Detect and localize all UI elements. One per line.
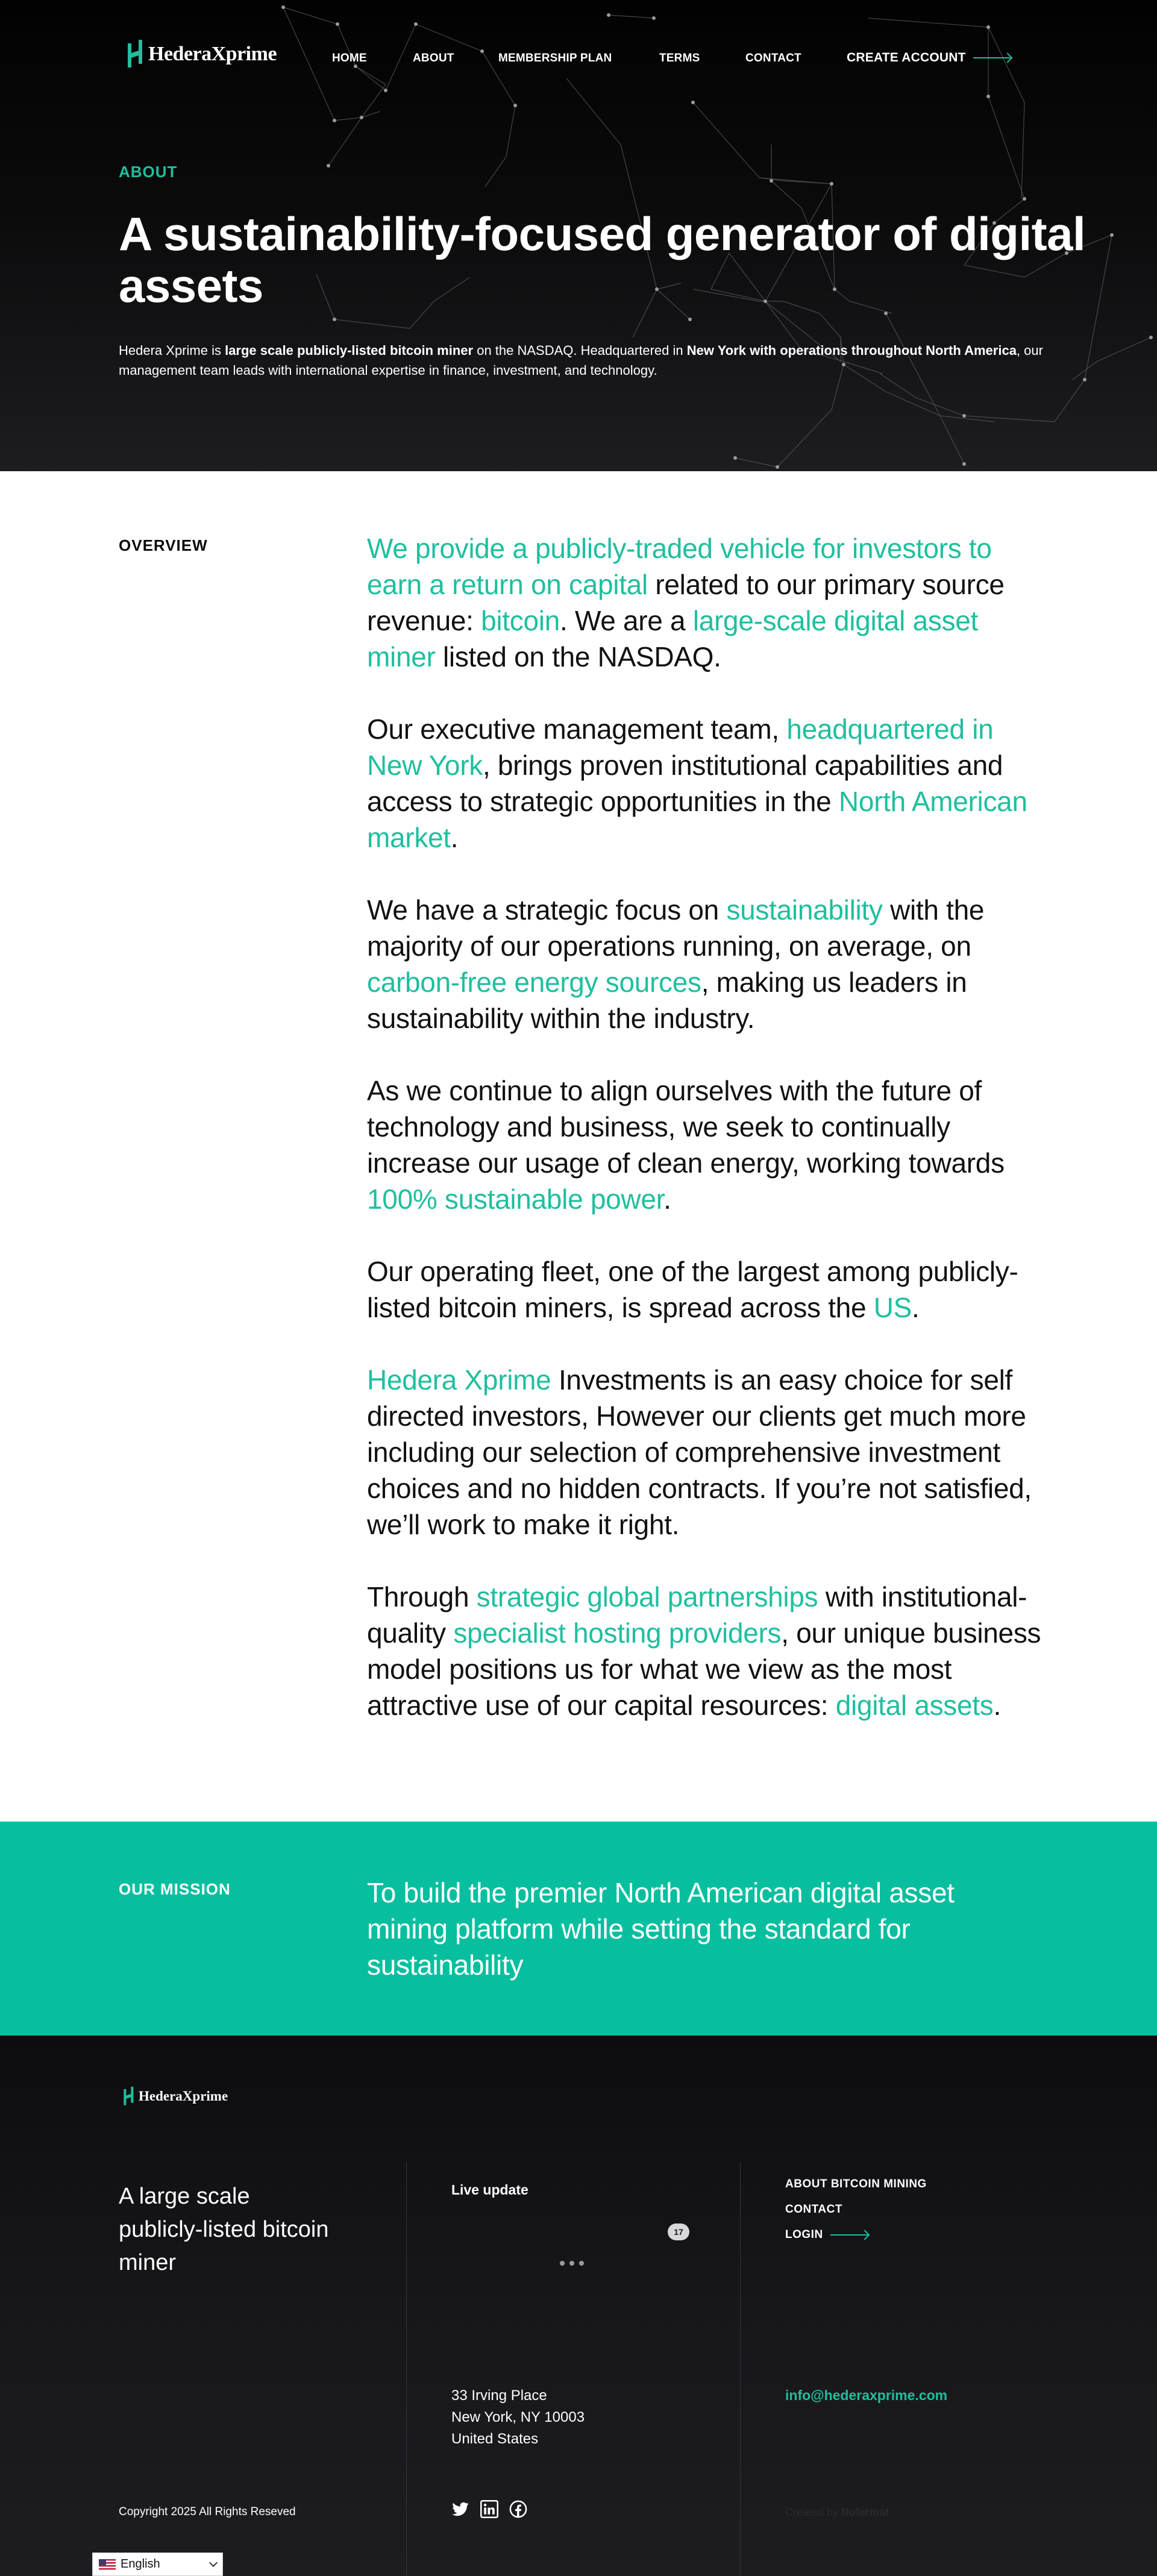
hero-lead: Hedera Xprime is large scale publicly-listed bitcoin miner on the NASDAQ. Headquartered in New York with operations throughout North America, our management team leads with international expertise in finance, investment, and technology. [119, 343, 1043, 378]
facebook-icon[interactable] [509, 2500, 527, 2518]
address-line: United States [451, 2431, 539, 2447]
nav-link-contact[interactable]: CONTACT [745, 52, 801, 64]
nav-link-about[interactable]: ABOUT [413, 52, 454, 64]
divider [406, 2162, 407, 2576]
overview-paragraph: Our executive management team, headquartered in New York, brings proven institutional capabilities and access to strategic opportunities in the North American market. [367, 713, 1027, 853]
arrow-right-icon [973, 57, 1011, 58]
footer-link-contact[interactable]: CONTACT [785, 2203, 842, 2216]
login-label: LOGIN [785, 2228, 823, 2241]
logo-mark-icon [127, 37, 145, 71]
page-title: A sustainability-focused generator of digital assets [119, 207, 1086, 312]
language-selected: English [121, 2557, 160, 2571]
hero-section [0, 0, 1157, 471]
arrow-right-icon [830, 2234, 868, 2236]
brand-name: HederaXprime [148, 43, 277, 65]
overview-body [367, 530, 1042, 1760]
footer-links [785, 2178, 927, 2254]
overview-paragraph: Through strategic global partnerships with institutional-quality specialist hosting providers, our unique business model positions us for what we view as the most attractive use of our capital resources: digital assets. [367, 1581, 1041, 1721]
live-update-title: Live update [451, 2182, 528, 2198]
overview-paragraph: We have a strategic focus on sustainability with the majority of our operations running, on average, on carbon-free energy sources, making us leaders in sustainability within the industry. [367, 894, 985, 1034]
nav-link-membership-plan[interactable]: MEMBERSHIP PLAN [498, 52, 612, 64]
brand-logo[interactable] [127, 37, 277, 71]
footer-tagline: A large scale publicly-listed bitcoin miner [119, 2184, 329, 2275]
address-line: 33 Irving Place [451, 2387, 547, 2404]
mission-section [0, 1822, 1157, 2035]
linkedin-icon[interactable] [480, 2500, 498, 2518]
nav-link-home[interactable]: HOME [332, 52, 367, 64]
copyright-text: Copyright 2025 All Rights Reseved [119, 2505, 296, 2518]
overview-label: OVERVIEW [119, 536, 208, 554]
contact-email-link[interactable]: info@hederaxprime.com [785, 2387, 948, 2403]
logo-mark-icon [123, 2085, 135, 2108]
page-eyebrow: ABOUT [119, 163, 178, 181]
overview-paragraph: We provide a publicly-traded vehicle for investors to earn a return on capital related to our primary source revenue: bitcoin. We are a large-scale digital asset miner listed on the NASDAQ. [367, 533, 1005, 672]
credit-text: Created by Nofermat [785, 2506, 889, 2518]
footer-address [451, 2385, 585, 2450]
loading-dots-icon [560, 2261, 584, 2266]
nav-link-terms[interactable]: TERMS [659, 52, 700, 64]
us-flag-icon [99, 2559, 116, 2570]
credit-author[interactable]: Nofermat [841, 2506, 889, 2518]
site-footer [0, 2035, 1157, 2576]
overview-paragraph: As we continue to align ourselves with the future of technology and business, we seek to continually increase our usage of clean energy, working towards 100% sustainable power. [367, 1075, 1005, 1215]
create-account-link[interactable] [847, 51, 1011, 65]
footer-link-about-bitcoin-mining[interactable]: ABOUT BITCOIN MINING [785, 2178, 927, 2190]
login-link[interactable] [785, 2228, 927, 2242]
language-selector[interactable] [92, 2552, 223, 2576]
footer-logo[interactable] [123, 2085, 228, 2108]
mission-text: To build the premier North American digital asset mining platform while setting the standard for sustainability [367, 1877, 955, 1981]
chevron-down-icon [209, 2558, 218, 2566]
tradingview-badge-icon[interactable]: 17 [668, 2223, 689, 2240]
address-line: New York, NY 10003 [451, 2409, 585, 2425]
mission-label: OUR MISSION [119, 1880, 231, 1898]
social-links [451, 2500, 527, 2518]
overview-paragraph: Our operating fleet, one of the largest among publicly-listed bitcoin miners, is spread across the US. [367, 1256, 1018, 1323]
overview-paragraph: Hedera Xprime Investments is an easy choice for self directed investors, However our clients get much more including our selection of comprehensive investment choices and no hidden contracts. If you’re not satisfied, we’ll work to make it right. [367, 1364, 1032, 1540]
brand-name: HederaXprime [139, 2089, 228, 2104]
divider [740, 2162, 741, 2576]
create-account-label: CREATE ACCOUNT [847, 51, 966, 64]
twitter-icon[interactable] [451, 2500, 469, 2518]
